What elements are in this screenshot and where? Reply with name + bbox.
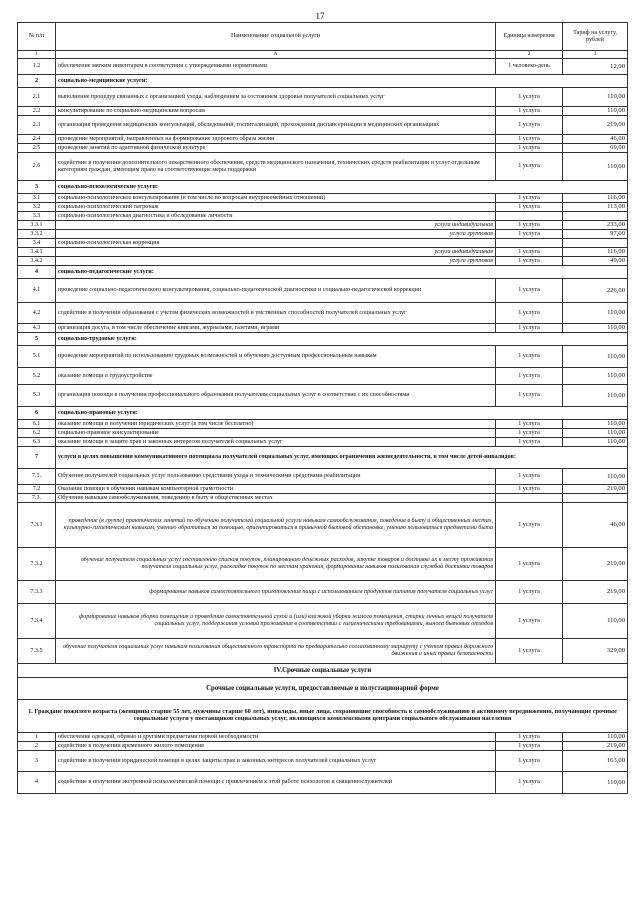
row-number: 4.1 — [18, 279, 56, 303]
table-row — [18, 153, 628, 181]
header-price: Тариф на услугу, рублей — [563, 23, 628, 51]
row-number: 7.3.5 — [18, 639, 56, 664]
tariff-value — [563, 494, 628, 503]
table-row — [18, 581, 628, 604]
unit-of-measure: 1 услуга — [496, 153, 563, 181]
tariff-value: 219,00 — [563, 548, 628, 581]
tariff-value: 110,00 — [563, 469, 628, 485]
subsection-heading-row — [18, 678, 628, 700]
table-row — [18, 503, 628, 548]
table-row — [18, 194, 628, 203]
table-row — [18, 420, 628, 429]
row-number: 2.2 — [18, 107, 56, 116]
table-row — [18, 548, 628, 581]
unit-of-measure: 1 услуга — [496, 772, 563, 794]
row-number: 7.3. — [18, 494, 56, 503]
section-number: 5 — [18, 333, 56, 346]
service-name: обучение получателя социальных услуг составлению списков покупок, планированию денежных расходов, закупке товаров и доставке их к месту проживания получателя социальных услуг, раскладке покупок по местам хранения, формирование навыков пользования службой доставки товаров — [56, 548, 496, 581]
column-index-row — [18, 51, 628, 59]
section-row — [18, 447, 628, 469]
unit-of-measure: 1 услуга — [496, 248, 563, 257]
table-row — [18, 494, 628, 503]
row-number: 3.3.2 — [18, 230, 56, 239]
service-name: содействие в получении образования с учетом физических возможностей и умственных способностей получателей социальных услуг — [56, 303, 496, 324]
tariff-value: 110,00 — [563, 733, 628, 742]
unit-of-measure: 1 услуга — [496, 581, 563, 604]
service-name: содействие в получении временного жилого помещения — [56, 742, 496, 751]
tariff-value: 46,00 — [563, 503, 628, 548]
row-number: 2.4 — [18, 135, 56, 144]
table-row — [18, 212, 628, 221]
unit-of-measure: 1 услуга — [496, 429, 563, 438]
section-title: социально-психологические услуги: — [56, 181, 628, 194]
service-name: оказание помощи в получении юридических услуг (в том числе бесплатно) — [56, 420, 496, 429]
row-number: 3.4 — [18, 239, 56, 248]
tariff-value: 110,00 — [563, 420, 628, 429]
tariff-value: 233,00 — [563, 221, 628, 230]
unit-of-measure: 1 услуга — [496, 733, 563, 742]
page-number: 17 — [315, 11, 325, 21]
row-number: 6.3 — [18, 438, 56, 447]
tariff-value: 110,00 — [563, 429, 628, 438]
row-number: 2.3 — [18, 116, 56, 135]
tariff-value: 329,00 — [563, 639, 628, 664]
service-name: оказание помощи в защите прав и законных интересов получателей социальных услуг — [56, 438, 496, 447]
service-name: проведение занятий по адаптивной физической культуре — [56, 144, 496, 153]
service-name: услуга групповая — [56, 257, 496, 266]
service-name: выполнение процедур связанных с организацией ухода, наблюдением за состоянием здоровья получателей социальных услуг — [56, 88, 496, 107]
tariff-value: 110,00 — [563, 324, 628, 333]
section-row — [18, 333, 628, 346]
unit-of-measure: 1 человеко-день — [496, 59, 563, 75]
header-unit: Единица измерения — [496, 23, 563, 51]
table-row — [18, 385, 628, 407]
unit-of-measure: 1 услуга — [496, 203, 563, 212]
section-title: социально-трудовые услуги: — [56, 333, 628, 346]
row-number: 2.1 — [18, 88, 56, 107]
unit-of-measure: 1 услуга — [496, 420, 563, 429]
table-row — [18, 751, 628, 772]
table-row — [18, 368, 628, 385]
row-number: 2.5 — [18, 144, 56, 153]
service-name: обеспечение одеждой, обувью и другими предметами первой необходимости — [56, 733, 496, 742]
table-row — [18, 116, 628, 135]
group-heading: 1. Граждане пожилого возраста (женщины старше 55 лет, мужчины старше 60 лет), инвалиды, иные лица, сохранившие способность к самообслуживанию и активному передвижению, получающие срочные социальные услуги у поставщиков социальных услуг, являющихся комплексными центрами социального обслуживания населения — [18, 700, 628, 733]
service-name: организация помощи в получении профессионального образования получателям социальных услуг в соответствие с их способностями — [56, 385, 496, 407]
row-number: 1 — [18, 733, 56, 742]
unit-of-measure: 1 услуга — [496, 346, 563, 368]
tariff-value: 110,00 — [563, 346, 628, 368]
tariff-value: 110,00 — [563, 107, 628, 116]
service-name: оказание помощи в трудоустройстве — [56, 368, 496, 385]
row-number: 6.1 — [18, 420, 56, 429]
unit-of-measure: 1 услуга — [496, 604, 563, 639]
header-num: № п/п — [18, 23, 56, 51]
table-row — [18, 742, 628, 751]
unit-of-measure — [496, 239, 563, 248]
row-number: 7.3.1 — [18, 503, 56, 548]
row-number: 4.2 — [18, 303, 56, 324]
unit-of-measure: 1 услуга — [496, 257, 563, 266]
tariff-value: 219,00 — [563, 485, 628, 494]
service-name: организация досуга, в том числе обеспечение книгами, журналами, газетами, играми — [56, 324, 496, 333]
table-row — [18, 772, 628, 794]
table-row — [18, 239, 628, 248]
row-number: 4.3 — [18, 324, 56, 333]
unit-of-measure: 1 услуга — [496, 485, 563, 494]
unit-of-measure — [496, 212, 563, 221]
service-name: социально-психологическая коррекция — [56, 239, 496, 248]
tariff-value: 110,00 — [563, 303, 628, 324]
service-name: консультирование по социально-медицинским вопросам — [56, 107, 496, 116]
tariff-value: 110,00 — [563, 368, 628, 385]
row-number: 7.3.2 — [18, 548, 56, 581]
tariff-value: 219,00 — [563, 116, 628, 135]
row-number: 5.1 — [18, 346, 56, 368]
unit-of-measure: 1 услуга — [496, 144, 563, 153]
row-number: 4 — [18, 772, 56, 794]
row-number: 3.3.1 — [18, 221, 56, 230]
row-number: 7.1. — [18, 469, 56, 485]
service-name: услуга индивидуальная — [56, 248, 496, 257]
unit-of-measure: 1 услуга — [496, 221, 563, 230]
section-title: социально-правовые услуги: — [56, 407, 628, 420]
section-number: 7 — [18, 447, 56, 469]
section-number: 6 — [18, 407, 56, 420]
tariff-value: 110,00 — [563, 772, 628, 794]
unit-of-measure: 1 услуга — [496, 385, 563, 407]
tariff-value — [563, 239, 628, 248]
table-row — [18, 107, 628, 116]
table-row — [18, 733, 628, 742]
unit-of-measure: 1 услуга — [496, 116, 563, 135]
table-row — [18, 469, 628, 485]
service-name: социально-психологическое консультирование (в том числе по вопросам внутрисемейных отношений) — [56, 194, 496, 203]
tariff-value — [563, 212, 628, 221]
service-name: формирование навыков самостоятельного приготовления пищи с использованием продуктов питания получателя социальных услуг — [56, 581, 496, 604]
section-row — [18, 75, 628, 88]
group-heading-row — [18, 700, 628, 733]
tariff-value: 46,00 — [563, 135, 628, 144]
row-number: 2.6 — [18, 153, 56, 181]
row-number: 3.1 — [18, 194, 56, 203]
section-row — [18, 407, 628, 420]
tariff-value: 97,00 — [563, 230, 628, 239]
row-number: 7.3.4 — [18, 604, 56, 639]
table-row — [18, 279, 628, 303]
service-name: содействие в получении экстренной психологической помощи с привлечением к этой работе психологов и священнослужителей — [56, 772, 496, 794]
table-row — [18, 346, 628, 368]
row-number: 3.3 — [18, 212, 56, 221]
service-name: Оказание помощи в обучении навыкам компьютерной грамотности — [56, 485, 496, 494]
service-name: обучение получателя социальных услуг навыкам пользования общественного транспорта по предварительно согласованному маршруту с учетом правил дорожного движения и иных правил безопасности — [56, 639, 496, 664]
tariff-value: 110,00 — [563, 88, 628, 107]
table-row — [18, 257, 628, 266]
row-number: 5.2 — [18, 368, 56, 385]
unit-of-measure: 1 услуга — [496, 368, 563, 385]
unit-of-measure — [496, 494, 563, 503]
index-unit: 2 — [496, 51, 563, 59]
tariff-value: 110,00 — [563, 385, 628, 407]
table-row — [18, 438, 628, 447]
tariff-value: 69,00 — [563, 144, 628, 153]
table-row — [18, 144, 628, 153]
table-row — [18, 248, 628, 257]
table-row — [18, 485, 628, 494]
index-price: 3 — [563, 51, 628, 59]
index-num: 1 — [18, 51, 56, 59]
part-heading-row — [18, 664, 628, 678]
service-name: организация проведения медицинских консультаций, обследований, госпитализаций, прохождения диспансеризации в медицинских организациях — [56, 116, 496, 135]
table-row — [18, 59, 628, 75]
service-name: проведение мероприятий по использованию трудовых возможностей и обучению доступным профессиональным навыкам — [56, 346, 496, 368]
section-title: социально-педагогические услуги: — [56, 266, 628, 279]
index-name: А — [56, 51, 496, 59]
unit-of-measure: 1 услуга — [496, 548, 563, 581]
unit-of-measure: 1 услуга — [496, 751, 563, 772]
section-number: 2 — [18, 75, 56, 88]
unit-of-measure: 1 услуга — [496, 503, 563, 548]
row-number: 7.2 — [18, 485, 56, 494]
unit-of-measure: 1 услуга — [496, 324, 563, 333]
table-row — [18, 639, 628, 664]
service-name: социально-правовое консультирование — [56, 429, 496, 438]
table-row — [18, 135, 628, 144]
tariff-value: 116,00 — [563, 194, 628, 203]
section-row — [18, 181, 628, 194]
subsection-heading: Срочные социальные услуги, предоставляемые в полустационарной форме — [18, 678, 628, 700]
unit-of-measure: 1 услуга — [496, 742, 563, 751]
service-name: услуга групповая — [56, 230, 496, 239]
table-row — [18, 303, 628, 324]
section-number: 3 — [18, 181, 56, 194]
table-row — [18, 221, 628, 230]
unit-of-measure: 1 услуга — [496, 107, 563, 116]
table-row — [18, 230, 628, 239]
row-number: 2 — [18, 742, 56, 751]
table-row — [18, 429, 628, 438]
tariff-value: 110,00 — [563, 438, 628, 447]
tariff-value: 116,00 — [563, 248, 628, 257]
service-name: социально-психологический патронаж — [56, 203, 496, 212]
service-name: социально-психологическая диагностика и обследование личности — [56, 212, 496, 221]
tariff-value: 110,00 — [563, 153, 628, 181]
unit-of-measure: 1 услуга — [496, 279, 563, 303]
row-number: 7.3.3 — [18, 581, 56, 604]
unit-of-measure: 1 услуга — [496, 469, 563, 485]
tariff-value: 219,00 — [563, 581, 628, 604]
table-row — [18, 604, 628, 639]
unit-of-measure: 1 услуга — [496, 88, 563, 107]
table-row — [18, 88, 628, 107]
services-tariff-table — [17, 22, 628, 794]
row-number: 6.2 — [18, 429, 56, 438]
unit-of-measure: 1 услуга — [496, 438, 563, 447]
service-name: Обучение навыкам самообслуживания, поведению в быту и общественных местах — [56, 494, 496, 503]
service-name: формирование навыков уборки помещения и проведения самостоятельной сухой и (или) влажной уборки жилого помещения, стирки личных вещей получателя социальных услуг, поддержания условий проживания в соответствии с гигиеническими требованиями, выноса бытовых отходов — [56, 604, 496, 639]
tariff-value: 219,00 — [563, 742, 628, 751]
row-number: 1.2 — [18, 59, 56, 75]
part-heading: IV.Срочные социальные услуги — [18, 664, 628, 678]
service-name: Обучение получателей социальных услуг пользованию средствами ухода и техническими средствами реабилитации — [56, 469, 496, 485]
service-name: проведение социально-педагогического консультирования, социально-педагогической диагностики и социально-педагогической коррекции — [56, 279, 496, 303]
section-row — [18, 266, 628, 279]
section-title: услуги в целях повышения коммуникативного потенциала получателей социальных услуг, имеющих ограничения жизнедеятельности, в том числе детей-инвалидов: — [56, 447, 628, 469]
tariff-value: 12,00 — [563, 59, 628, 75]
table-header-row — [18, 23, 628, 51]
unit-of-measure: 1 услуга — [496, 135, 563, 144]
tariff-value: 226,00 — [563, 279, 628, 303]
unit-of-measure: 1 услуга — [496, 194, 563, 203]
header-name: Наименование социальной услуги — [56, 23, 496, 51]
service-name: проведение мероприятий, направленных на формирование здорового образа жизни — [56, 135, 496, 144]
row-number: 3 — [18, 751, 56, 772]
tariff-value: 163,00 — [563, 751, 628, 772]
section-title: социально-медицинские услуги: — [56, 75, 628, 88]
row-number: 3.4.1 — [18, 248, 56, 257]
unit-of-measure: 1 услуга — [496, 303, 563, 324]
table-row — [18, 324, 628, 333]
service-name: проведение (в группе) практических занятий по обучению получателей социальной услуги навыкам самообслуживания, поведения в быту и общественных местах, культурно-гигиеническим навыкам, умению обратиться за помощью, ориентироваться в привычной бытовой обстановке, умению пользоваться предметами быта — [56, 503, 496, 548]
tariff-value: 110,00 — [563, 604, 628, 639]
tariff-value: 113,00 — [563, 203, 628, 212]
service-name: услуга индивидуальная — [56, 221, 496, 230]
row-number: 3.2 — [18, 203, 56, 212]
table-row — [18, 203, 628, 212]
service-name: содействие в получении дополнительного лекарственного обеспечения, средств медицинского назначения, технических средств реабилитации и услуг отдельным категориям граждан, имеющим право на соответствующие меры поддержки — [56, 153, 496, 181]
unit-of-measure: 1 услуга — [496, 230, 563, 239]
section-number: 4 — [18, 266, 56, 279]
service-name: обеспечение мягким инвентарем в соответствии с утвержденными нормативами — [56, 59, 496, 75]
tariff-value: 49,00 — [563, 257, 628, 266]
row-number: 5.3 — [18, 385, 56, 407]
row-number: 3.4.2 — [18, 257, 56, 266]
unit-of-measure: 1 услуга — [496, 639, 563, 664]
service-name: содействие в получении юридической помощи в целях защиты прав и законных интересов получателей социальных услуг — [56, 751, 496, 772]
